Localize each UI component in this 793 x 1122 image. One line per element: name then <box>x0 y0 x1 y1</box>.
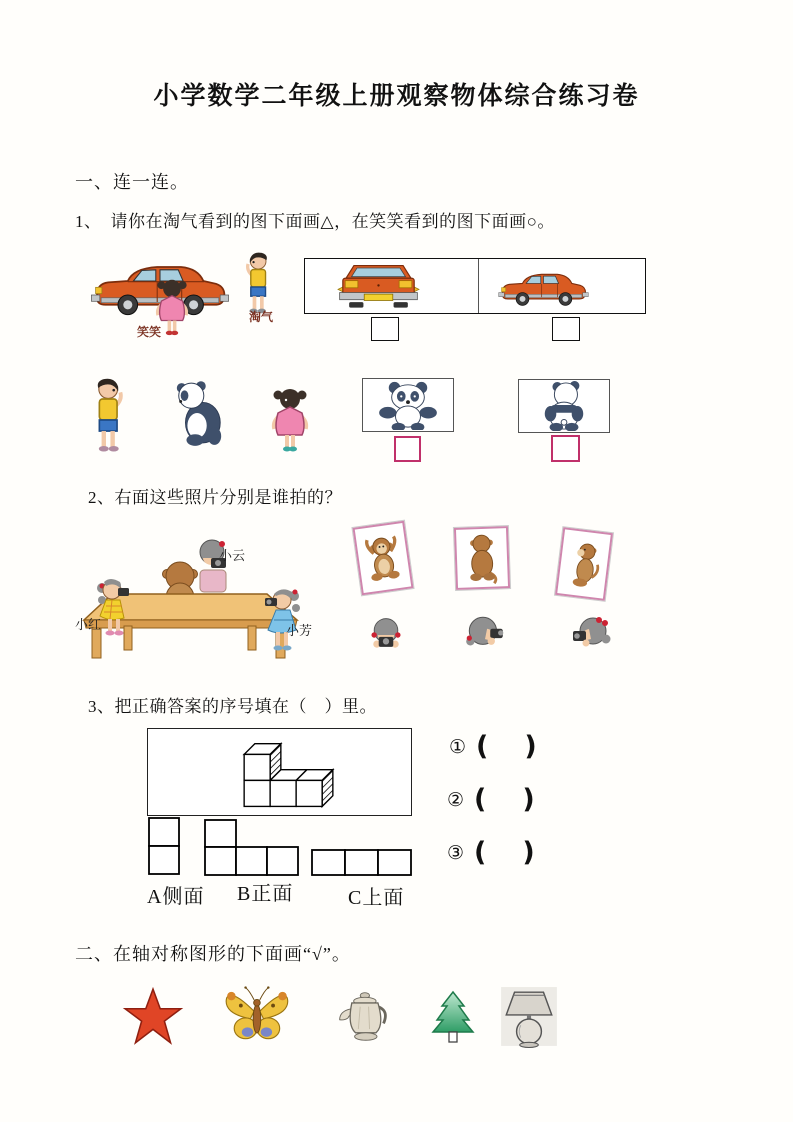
view-a-side-illustration <box>148 817 180 875</box>
panda-back-view-illustration <box>524 381 604 431</box>
panda-back-view-box <box>518 379 610 433</box>
label-xiaofang: 小芳 <box>286 623 313 638</box>
car-side-small-illustration <box>491 267 596 309</box>
view-b-front-illustration <box>204 819 300 876</box>
panda-front-view-box <box>362 378 454 432</box>
answer-3-number: ③ <box>447 841 465 864</box>
question3-text: 3、把正确答案的序号填在（ ）里。 <box>88 697 377 716</box>
panda-toy-illustration <box>172 380 226 448</box>
cube-arrangement-illustration <box>226 733 351 811</box>
answer-3-paren-close: ) <box>522 837 535 868</box>
view-a-label: A侧面 <box>147 886 205 908</box>
photographer-facing-left-illustration <box>566 615 616 655</box>
five-pointed-star-icon <box>122 986 184 1048</box>
q3-answer-row-3[interactable] <box>447 839 535 866</box>
label-xiaoyun: 小云 <box>219 548 246 563</box>
answer-1-paren-close: ) <box>524 731 537 762</box>
answer-2-number: ② <box>447 788 465 811</box>
photographer-facing-right-illustration <box>462 614 508 656</box>
answer-2-paren-open: ( <box>474 784 487 815</box>
label-xiaohong: 小红 <box>75 617 102 632</box>
q3-answer-row-1[interactable] <box>449 733 537 760</box>
car-rear-view-illustration <box>331 264 426 310</box>
panda-front-view-illustration <box>368 380 448 430</box>
table-lamp-icon <box>500 986 558 1048</box>
teapot-icon <box>335 988 391 1044</box>
q1-car-views-box <box>304 258 646 314</box>
answer-1-number: ① <box>449 735 467 758</box>
label-xiaoxiao: 笑笑 <box>137 325 162 339</box>
section2-heading: 二、在轴对称图形的下面画“√”。 <box>75 944 351 964</box>
cube-arrangement-box <box>147 728 412 816</box>
question1-text: 1、 请你在淘气看到的图下面画△，在笑笑看到的图下面画○。 <box>75 212 555 231</box>
photographer-facing-front-illustration <box>366 616 406 654</box>
photo-monkey-side <box>555 527 613 601</box>
view-c-top-illustration <box>311 849 413 876</box>
photo-monkey-back <box>454 526 510 590</box>
section1-heading: 一、连一连。 <box>75 172 189 192</box>
q1-answer-square-right[interactable] <box>552 317 580 341</box>
strip-divider <box>478 259 479 313</box>
q3-answer-row-2[interactable] <box>447 786 535 813</box>
q1-answer-square-panda-left[interactable] <box>394 436 421 462</box>
answer-1-paren-open: ( <box>476 731 489 762</box>
view-c-label: C上面 <box>348 887 405 909</box>
boy-observer-illustration <box>85 378 127 462</box>
question2-text: 2、右面这些照片分别是谁拍的？ <box>88 488 342 507</box>
label-taoqi: 淘气 <box>249 310 274 324</box>
photographers-table-scene-illustration <box>62 522 312 662</box>
answer-3-paren-open: ( <box>474 837 487 868</box>
pine-tree-icon <box>428 990 478 1044</box>
q1-answer-square-panda-right[interactable] <box>551 435 580 462</box>
photo-monkey-front <box>353 521 414 596</box>
view-b-label: B正面 <box>237 883 294 905</box>
q1-answer-square-left[interactable] <box>371 317 399 341</box>
answer-2-paren-close: ) <box>522 784 535 815</box>
butterfly-icon <box>220 982 292 1050</box>
page-title: 小学数学二年级上册观察物体综合练习卷 <box>153 81 640 110</box>
girl-observer-illustration <box>268 382 312 462</box>
